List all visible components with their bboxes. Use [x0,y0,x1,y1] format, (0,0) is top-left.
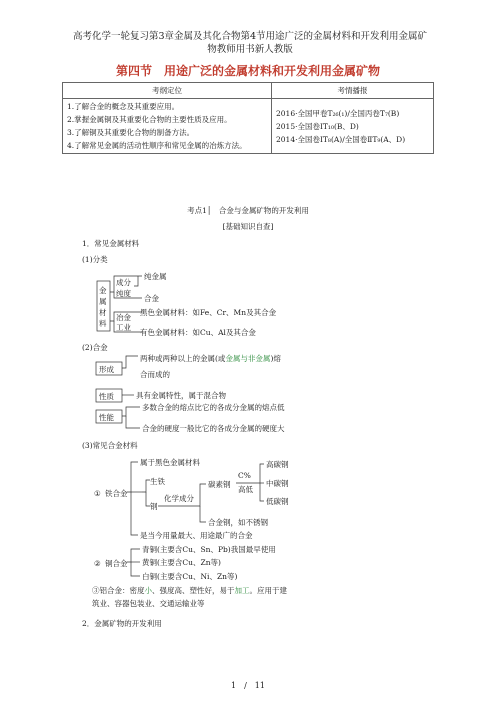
box-char: 材 [99,308,107,317]
section-title: 第四节 用途广泛的金属材料和开发利用金属矿物 [115,64,380,78]
label-composition: 成分 [116,278,131,287]
report-item: 2016·全国甲卷T₂₆(₁)/全国丙卷T₇(B) [276,108,400,118]
most-used-alloy: 是当今用量最大、用途最广的合金 [140,531,253,540]
copper-alloy-diagram [0,540,496,584]
performance-item: 合金的硬度一般比它的各成分金属的硬度大 [142,424,285,433]
formation-text: 两种或两种以上的金属(或金属与非金属)熔 [140,354,281,363]
label-purity: 纯度 [116,289,131,298]
alloy-steel: 合金钢，如不锈钢 [208,518,268,527]
high-carbon-steel: 高碳钢 [266,460,289,469]
box-char: 料 [99,319,107,328]
iron-alloy-num: ① [94,489,101,498]
ferrous-material: 黑色金属材料：如Fe、Cr、Mn及其合金 [140,308,277,317]
outline-cell [63,99,272,154]
nonferrous-material: 有色金属材料：如Cu、Al及其合金 [140,328,256,337]
bronze: 青铜(主要含Cu、Sn、Pb)我国最早使用 [142,545,276,554]
steel: 钢 [150,502,158,511]
heading-common-metal-materials: 1．常见金属材料 [82,239,140,248]
heading-mineral-utilization: 2．金属矿物的开发利用 [82,619,162,628]
label-metallurgy: 冶金 [116,313,131,322]
ferrous-belong: 属于黑色金属材料 [140,458,200,467]
page-number: 1 / 11 [231,681,265,690]
box-char: 金 [99,286,107,295]
chemical-composition: 化学成分 [164,494,194,503]
high-low: 高低 [238,485,253,494]
formation-label: 形成 [99,365,114,374]
green-answer: 小 [144,586,152,595]
label-industry: 工业 [116,323,131,332]
kaodian-heading: 考点1│ 合金与金属矿物的开发利用 [187,206,309,215]
copper-alloy-label: 铜合金 [105,559,128,568]
alloy-diagram [0,352,496,438]
formation-text-cont: 合而成的 [140,370,170,379]
aluminum-alloy-line1: ③铝合金：密度小、强度高、塑性好，易于加工。应用于建 [92,586,287,595]
carbon-steel: 碳素钢 [208,480,231,489]
report-cell [272,99,434,154]
performance-label: 性能 [99,413,114,422]
nature-text: 具有金属特性，属于混合物 [136,391,226,400]
heading-alloy: (2)合金 [82,343,108,352]
outline-item: 4.了解常见金属的活动性顺序和常见金属的冶炼方法。 [67,141,247,150]
review-heading: [基础知识自查] [222,222,274,231]
heading-common-alloys: (3)常见合金材料 [82,441,138,450]
brass: 黄铜(主要含Cu、Zn等) [142,558,221,567]
carbon-percent: C% [238,471,251,480]
classification-diagram [0,266,496,346]
pure-metal: 纯金属 [144,272,167,281]
green-answer: 加工 [234,586,250,595]
report-item: 2015·全国卷ⅠT₁₀(B、D) [276,121,359,131]
outline-item: 2.掌握金属铜及其重要化合物的主要性质及应用。 [67,115,232,124]
document-title: 高考化学一轮复习第3章金属及其化合物第4节用途广泛的金属材料和开发利用金属矿物教师用书新人教版 [72,31,428,55]
outline-item: 1.了解合金的概念及其重要应用。 [67,102,180,111]
report-item: 2014·全国卷ⅠT₈(A)/全国卷ⅡT₉(A、D) [276,134,406,144]
copper-alloy-num: ② [94,559,101,568]
green-answer: 金属与非金属 [225,354,271,363]
alloy-item: 合金 [144,294,159,303]
performance-item: 多数合金的熔点比它的各成分金属的熔点低 [142,403,285,412]
requirements-table [62,82,434,154]
mid-carbon-steel: 中碳钢 [266,479,289,488]
outline-item: 3.了解铜及其重要化合物的制备方法。 [67,128,195,137]
pig-iron: 生铁 [150,477,165,486]
nature-label: 性质 [99,392,114,401]
table-header-outline: 考纲定位 [63,83,272,99]
box-char: 属 [99,297,107,306]
iron-alloy-label: 铁合金 [105,489,128,498]
white-copper: 白铜(主要含Cu、Ni、Zn等) [142,572,238,581]
aluminum-alloy-line2: 筑业、容器包装业、交通运输业等 [92,599,205,608]
iron-alloy-diagram [0,454,496,542]
heading-classification: (1)分类 [82,255,108,264]
low-carbon-steel: 低碳钢 [266,497,289,506]
table-header-report: 考情播报 [272,83,434,99]
